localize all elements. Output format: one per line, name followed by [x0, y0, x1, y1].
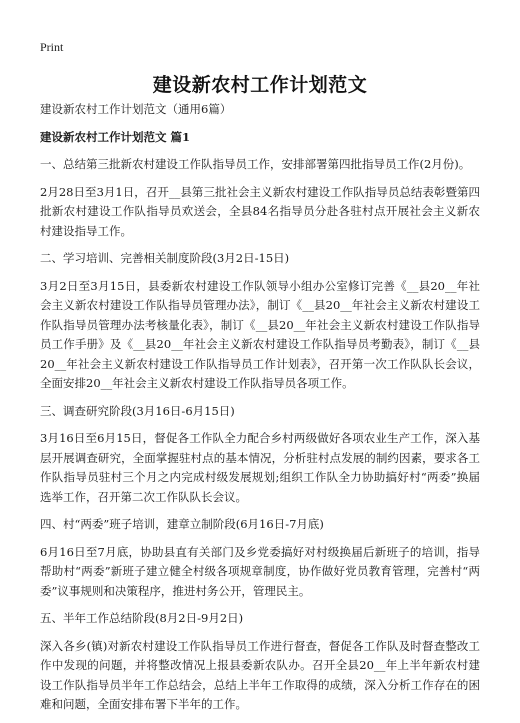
paragraph-2: 2月28日至3月1日，召开__县第三批社会主义新农村建设工作队指导员总结表彰暨第四批新农村建设工作队指导员欢送会，全县84名指导员分赴各驻村点开展社会主义新农村建设指导工作。: [40, 184, 480, 238]
paragraph-5: 三、调查研究阶段(3月16日-6月15日): [40, 403, 235, 418]
paragraph-10: 深入各乡(镇)对新农村建设工作队指导员工作进行督查，督促各工作队及时督查整改工作中发现的问题，并将整改情况上报县委新农队办。召开全县20__年上半年新农村建设工作队指导员半年工作总结会，总结上半年工作取得的成绩，深入分析工作存在的困难和问题，全面安排布署下半年的工作。: [40, 638, 480, 711]
page-title: 建设新农村工作计划范文: [152, 74, 368, 96]
print-link[interactable]: Print: [40, 40, 64, 54]
document-subtitle: 建设新农村工作计划范文（通用6篇）: [40, 102, 232, 116]
paragraph-8: 6月16日至7月底，协助县直有关部门及乡党委搞好对村级换届后新班子的培训，指导帮助村“两委”新班子建立健全村级各项规章制度，协作做好党员教育管理，完善村“两委”议事规则和决策程序，推进村务公开，管理民主。: [40, 544, 480, 598]
paragraph-9: 五、半年工作总结阶段(8月2日-9月2日): [40, 611, 244, 625]
paragraph-1: 一、总结第三批新农村建设工作队指导员工作，安排部署第四批指导员工作(2月份)。: [40, 157, 471, 171]
section-heading: 建设新农村工作计划范文 篇1: [40, 129, 191, 144]
paragraph-7: 四、村“两委”班子培训，建章立制阶段(6月16日-7月底): [40, 517, 324, 531]
paragraph-4: 3月2日至3月15日，县委新农村建设工作队领导小组办公室修订完善《__县20__年社会主义新农村建设工作队指导员管理办法》，制订《__县20__年社会主义新农村建设工作队指导员管理办法考核量化表》，制订《__县20__年社会主义新农村建设工作队指导员工作手册》及《__县20__年社会主义新农村建设工作队指导员考勤表》，制订《__县20__年社会主义新农村建设工作队指导员工作计划表》，召开第一次工作队队长会议，全面安排20__年社会主义新农村建设工作队指导员各项工作。: [40, 278, 480, 390]
paragraph-6: 3月16日至6月15日，督促各工作队全力配合乡村两级做好各项农业生产工作，深入基层开展调查研究，全面掌握驻村点的基本情况，分析驻村点发展的制约因素，要求各工作队指导员驻村三个月之内完成村级发展规划;组织工作队全力协助搞好村“两委”换届选举工作，召开第二次工作队队长会议。: [40, 431, 480, 504]
paragraph-3: 二、学习培训、完善相关制度阶段(3月2日-15日): [40, 251, 290, 265]
document-body: [40, 100, 480, 723]
